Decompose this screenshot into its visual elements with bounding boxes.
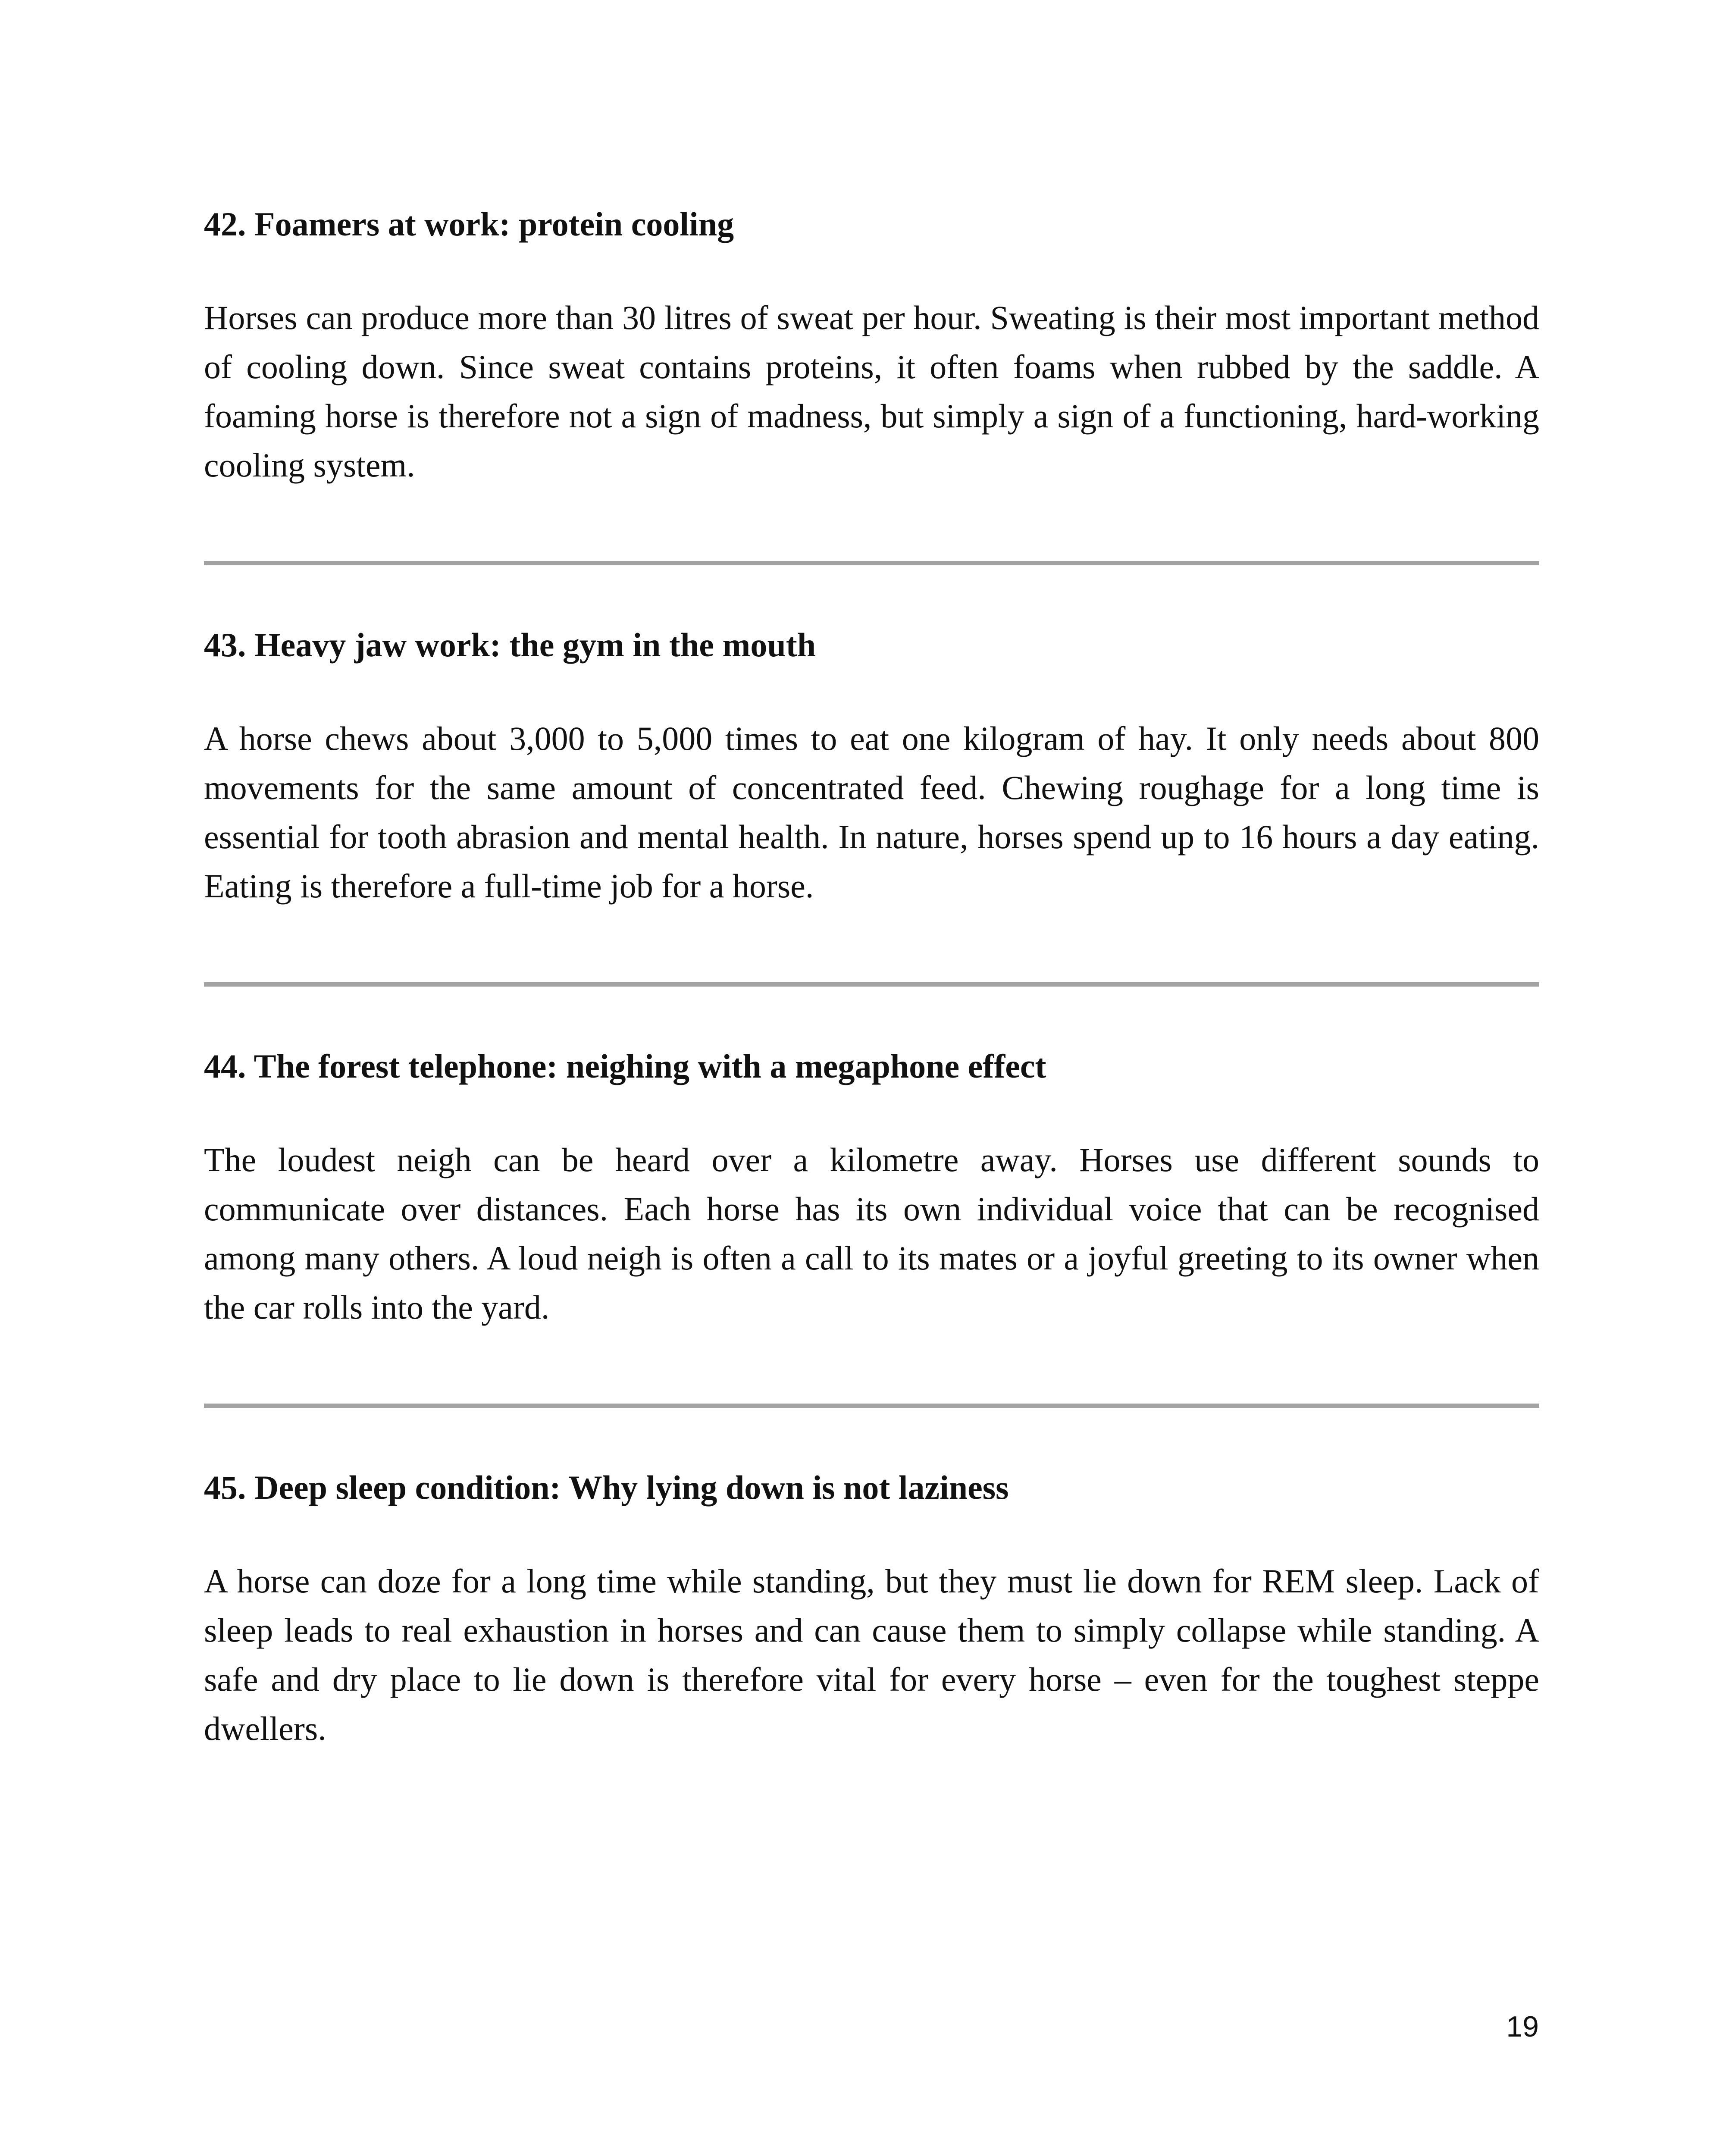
section-45 — [204, 1466, 1539, 1753]
section-body: The loudest neigh can be heard over a kilometre away. Horses use different sounds to communicate over distances. Each horse has its own individual voice that can be recognised among many others. A loud neigh is often a call to its mates or a joyful greeting to its owner when the car rolls into the yard. — [204, 1141, 1539, 1326]
section-divider — [204, 1404, 1539, 1408]
section-body: A horse chews about 3,000 to 5,000 times to eat one kilogram of hay. It only needs about 800 movements for the same amount of concentrated feed. Chewing roughage for a long time is essential for tooth abrasion and mental health. In nature, horses spend up to 16 hours a day eating. Eating is therefore a full-time job for a horse. — [204, 720, 1539, 905]
section-42 — [204, 203, 1539, 490]
section-44 — [204, 1045, 1539, 1332]
section-body: Horses can produce more than 30 litres of sweat per hour. Sweating is their most important method of cooling down. Since sweat contains proteins, it often foams when rubbed by the saddle. A foaming horse is therefore not a sign of madness, but simply a sign of a functioning, hard-working cooling system. — [204, 299, 1539, 484]
section-heading: 44. The forest telephone: neighing with a megaphone effect — [204, 1047, 1046, 1085]
section-body: A horse can doze for a long time while standing, but they must lie down for REM sleep. Lack of sleep leads to real exhaustion in horses and can cause them to simply collapse while standing. A safe and dry place to lie down is therefore vital for every horse – even for the toughest steppe dwellers. — [204, 1562, 1539, 1747]
section-divider — [204, 561, 1539, 565]
page-number: 19 — [1506, 2010, 1539, 2043]
section-divider — [204, 982, 1539, 987]
section-43 — [204, 624, 1539, 911]
section-heading: 45. Deep sleep condition: Why lying down is not laziness — [204, 1469, 1009, 1506]
section-heading: 43. Heavy jaw work: the gym in the mouth — [204, 626, 816, 664]
section-heading: 42. Foamers at work: protein cooling — [204, 205, 734, 243]
